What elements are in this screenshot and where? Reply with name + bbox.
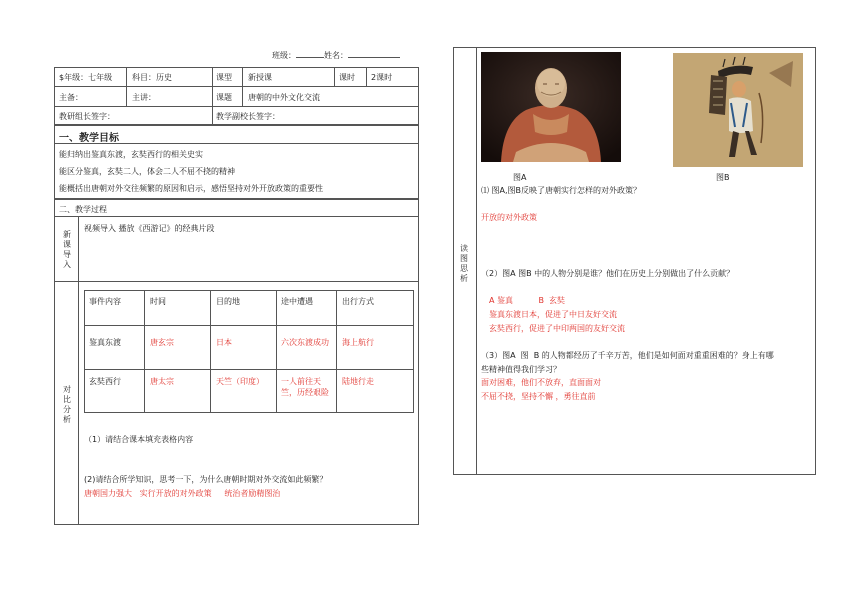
intro-label: 新课导入	[63, 230, 71, 269]
reading-question-2: （2）图A 图B 中的人物分别是谁？他们在历史上分别做出了什么贡献？	[481, 269, 735, 278]
th-event: 事件内容	[89, 297, 121, 306]
process-title: 二、教学过程	[59, 205, 107, 214]
header-line	[272, 48, 400, 61]
type-value: 新授课	[248, 73, 272, 82]
table-row-1-time: 唐玄宗	[150, 338, 174, 347]
th-time: 时间	[150, 297, 166, 306]
compare-label: 对比分析	[63, 385, 71, 424]
principal-sign: 教学副校长签字：	[216, 112, 280, 121]
hours-value: 2课时	[371, 73, 393, 82]
class-label: 班级：	[272, 51, 296, 60]
objective-item-1: 能归纳出鉴真东渡，玄奘西行的相关史实	[59, 150, 203, 159]
table-row-2-time: 唐太宗	[150, 377, 174, 386]
figure-b-image	[673, 53, 803, 167]
answer-2: 唐朝国力强大 实行开放的对外政策 统治者励精图治	[84, 489, 281, 498]
topic-label: 课题	[216, 93, 232, 102]
host-cell: 主备：	[59, 93, 83, 102]
table-row-2-encounter: 一人前往天竺，历经艰险	[281, 377, 329, 397]
figure-a-image	[481, 52, 621, 162]
table-row-1-destination: 日本	[216, 338, 232, 347]
table-row-1-encounter: 六次东渡成功	[281, 338, 329, 347]
hours-label: 课时	[339, 73, 355, 82]
reading-answer-1: 开放的对外政策	[481, 213, 537, 222]
th-encounter: 途中遭遇	[281, 297, 313, 306]
question-1: （1）请结合课本填充表格内容	[84, 435, 194, 444]
figure-b-caption: 图B	[716, 173, 730, 182]
comparison-table	[84, 290, 414, 413]
reading-question-3-line-2: 些精神值得我们学习？	[481, 365, 561, 374]
leader-sign: 教研组长签字：	[59, 112, 115, 121]
reading-answer-2-line-3: 玄奘西行，促进了中印两国的友好交流	[489, 324, 625, 333]
th-destination: 目的地	[216, 297, 240, 306]
reading-answer-2-line-1: A 鉴真 B 玄奘	[489, 296, 566, 305]
question-2: (2)请结合所学知识，思考一下，为什么唐朝时期对外交流如此频繁？	[84, 475, 328, 484]
table-row-2-travel: 陆地行走	[342, 377, 374, 386]
objective-item-2: 能区分鉴真，玄奘二人，体会二人不屈不挠的精神	[59, 167, 235, 176]
reading-question-3-line-1: （3）图A 图 B 的人物都经历了千辛万苦，他们是如何面对重重困难的？身上有哪	[481, 351, 774, 360]
name-label: 姓名：	[324, 51, 348, 60]
grade-cell: $年级：七年级	[59, 73, 113, 82]
objective-item-3: 能概括出唐朝对外交往频繁的原因和启示，感悟坚持对外开放政策的重要性	[59, 184, 323, 193]
table-row-1-event: 鉴真东渡	[89, 338, 121, 347]
reading-answer-3-line-2: 不屈不挠，坚持不懈 ，勇往直前	[481, 392, 596, 401]
class-field[interactable]	[296, 48, 324, 58]
table-row-1-travel: 海上航行	[342, 338, 374, 347]
topic-value: 唐朝的中外文化交流	[248, 93, 320, 102]
table-row-2-destination: 天竺（印度）	[216, 377, 264, 386]
speaker-cell: 主讲：	[132, 93, 156, 102]
name-field[interactable]	[348, 48, 400, 58]
objectives-title: 一、教学目标	[59, 133, 119, 144]
th-travel: 出行方式	[342, 297, 374, 306]
type-label: 课型	[216, 73, 232, 82]
intro-text: 视频导入 播放《西游记》的经典片段	[84, 224, 215, 233]
reading-answer-2-line-2: 鉴真东渡日本，促进了中日友好交流	[489, 310, 617, 319]
reading-answer-3-line-1: 面对困难，他们不放弃，直面面对	[481, 378, 601, 387]
table-row-2-event: 玄奘西行	[89, 377, 121, 386]
subject-cell: 科目：历史	[132, 73, 172, 82]
reading-label: 读图思析	[460, 244, 468, 283]
reading-question-1: ⑴ 图A,图B反映了唐朝实行怎样的对外政策？	[481, 186, 642, 195]
figure-a-caption: 图A	[513, 173, 527, 182]
